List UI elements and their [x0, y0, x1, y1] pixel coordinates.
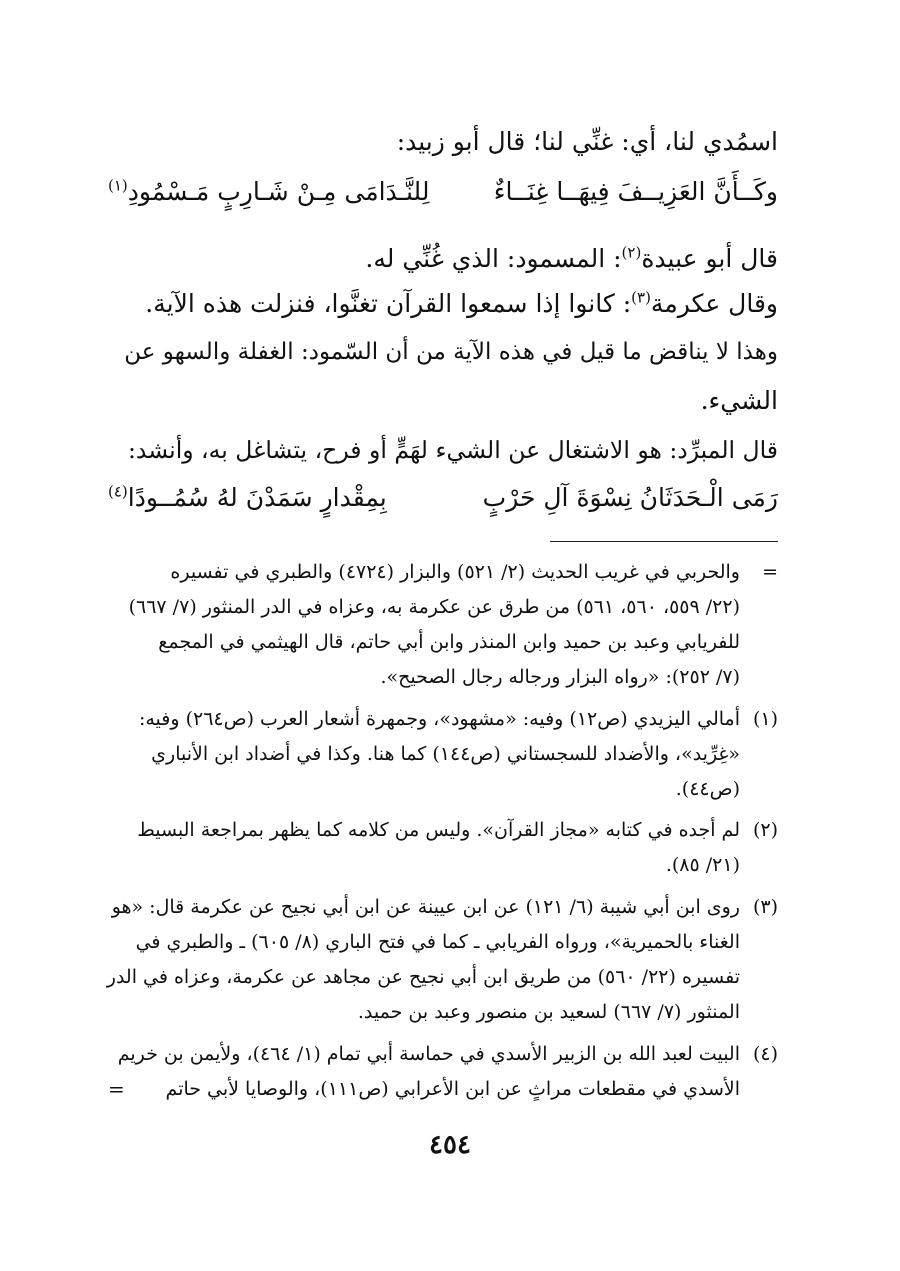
footnote-3-marker: (٣) [752, 896, 778, 918]
footnote-cont-line: (٢٢/ ٥٥٩، ٥٦٠، ٥٦١) من طرق عن عكرمة به، وعزاه في الدر المنثور (٧/ ٦٦٧) [128, 596, 740, 618]
footnote-1-marker: (١) [752, 708, 778, 730]
footnote-1-line: أمالي اليزيدي (ص١٢) وفيه: «مشهود»، وجمهرة أشعار العرب (ص٢٦٤) وفيه: [138, 708, 740, 730]
footnote-cont-line: (٧/ ٢٥٢): «رواه البزار ورجاله رجال الصحيح». [380, 666, 740, 688]
body-line-7: قال المبرِّد: هو الاشتغال عن الشيء لهَمٍّ أو فرح، يتشاغل به، وأنشد: [127, 436, 778, 464]
footnote-4-line: البيت لعبد الله بن الزبير الأسدي في حماسة أبي تمام (١/ ٤٦٤)، ولأيمن بن خريم [117, 1043, 740, 1065]
body-line-5: وهذا لا يناقض ما قيل في هذه الآية من أن السّمود: الغفلة والسهو عن [124, 339, 778, 365]
body-line-1: اسمُدي لنا، أي: غنِّي لنا؛ قال أبو زبيد: [396, 127, 778, 156]
body-line-3-before: قال أبو عبيدة [641, 244, 778, 273]
verse-2-left-hemistich [108, 478, 387, 518]
body-line-6: الشيء. [700, 386, 778, 415]
footnote-cont-line: والحربي في غريب الحديث (٢/ ٥٢١) والبزار (٤٧٢٤) والطبري في تفسيره [170, 561, 740, 583]
footnote-4-marker: (٤) [752, 1043, 778, 1065]
verse-2-right-hemistich: رَمَى الْـحَدَثَانُ نِسْوَةَ آلِ حَرْبٍ [482, 483, 778, 512]
verse-2-left-text: بِمِقْدارٍ سَمَدْنَ لهُ سُمُــودًا [127, 483, 387, 512]
footnote-2-line: (٢١/ ٨٥). [665, 854, 740, 876]
footnote-3-line: روى ابن أبي شيبة (٦/ ١٢١) عن ابن عيينة عن ابن أبي نجيح عن عكرمة قال: «هو [111, 896, 740, 918]
body-line-3 [120, 242, 778, 276]
verse-1-right-hemistich: وكَــأَنَّ العَزِيــفَ فِيهَــا غِنَــاءٌ [493, 177, 778, 206]
footnote-1-line: «غِرِّيد»، والأضداد للسجستاني (ص١٤٤) كما هنا. وكذا في أضداد ابن الأنباري [151, 743, 740, 765]
verse-1-left-hemistich [108, 172, 429, 212]
verse-1-left-text: لِلنَّـدَامَى مِـنْ شَـارِبٍ مَـسْمُودِ [127, 177, 430, 206]
footnote-divider [550, 541, 778, 542]
page-number: ٤٥٤ [429, 1130, 471, 1160]
footnote-4-line: الأسدي في مقطعات مراثٍ عن ابن الأعرابي (ص١١١)، والوصايا لأبي حاتم [165, 1078, 740, 1100]
footnote-2-marker: (٢) [752, 819, 778, 841]
footnote-3-line: تفسيره (٢٢/ ٥٦٠) من طريق ابن أبي نجيح عن مجاهد عن عكرمة، وعزاه في الدر [106, 966, 740, 988]
body-line-4-after: : كانوا إذا سمعوا القرآن تغنَّوا، فنزلت هذه الآية. [145, 289, 632, 318]
footnote-3-line: الغناء بالحميرية»، ورواه الفريابي ـ كما في فتح الباري (٨/ ٦٠٥) ـ والطبري في [135, 931, 740, 953]
footnote-ref-3: (٣) [631, 288, 651, 307]
footnote-cont-line: للفريابي وعبد بن حميد وابن المنذر وابن أبي حاتم، قال الهيثمي في المجمع [158, 631, 740, 653]
footnote-continuation-marker: = [762, 561, 778, 583]
footnote-2-line: لم أجده في كتابه «مجاز القرآن». وليس من كلامه كما يظهر بمراجعة البسيط [137, 819, 740, 841]
footnote-ref-4: (٤) [108, 482, 128, 501]
footnote-ref-2: (٢) [621, 243, 642, 262]
body-line-4-before: وقال عكرمة [650, 289, 778, 318]
body-line-3-after: : المسمود: الذي غُنِّي له. [365, 244, 622, 273]
body-line-4 [120, 287, 778, 321]
footnote-4-continues-marker: = [108, 1077, 125, 1101]
footnote-3-line: المنثور (٧/ ٦٦٧) لسعيد بن منصور وعبد بن حميد. [357, 1001, 740, 1023]
footnote-1-line: (ص٤٤). [675, 778, 740, 800]
footnote-ref-1: (١) [108, 176, 128, 195]
